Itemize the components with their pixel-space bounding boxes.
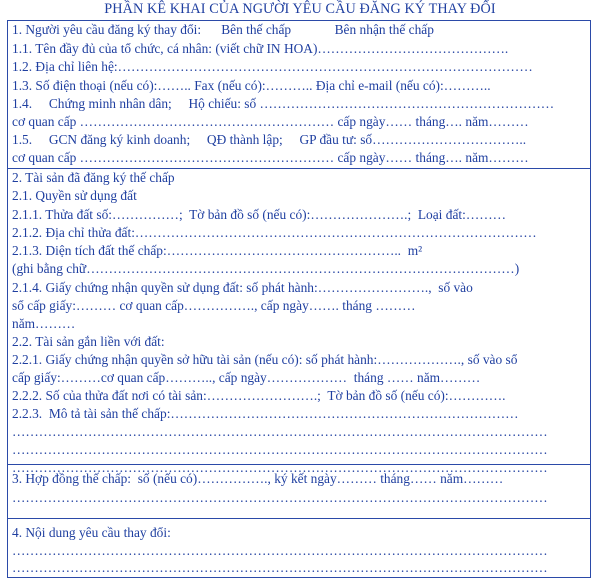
ownership-certificate-field: 2.2.1. Giấy chứng nhận quyền sở hữu tài sản (nếu có): số phát hành:………………., số vào sổ (12, 352, 518, 367)
license-issuer-date-field: cơ quan cấp ………………………………………………… cấp ngày…… tháng…. năm……… (12, 150, 529, 165)
business-license-field: 1.5. GCN đăng ký kinh doanh; QĐ thành lập; GP đầu tư: số…………………………….. (12, 132, 527, 147)
asset-description-field: 2.2.3. Mô tả tài sản thế chấp:…………………………………………………………………… (12, 406, 519, 421)
asset-parcel-number-field: 2.2.2. Số của thửa đất nơi có tài sản:…………………….; Tờ bản đồ số (nếu có):…………. (12, 388, 506, 403)
change-request-line: ………………………………………………………………………………………………………… (12, 560, 548, 575)
land-certificate-issuer-field: sổ cấp giấy:……… cơ quan cấp……………., cấp ngày……. tháng ……… (12, 298, 416, 313)
land-certificate-field: 2.1.4. Giấy chứng nhận quyền sử dụng đất: số phát hành:……………………., số vào (12, 280, 473, 295)
mortgage-contract-line: ………………………………………………………………………………………………………… (12, 490, 548, 505)
mortgaged-assets-heading: 2. Tài sản đã đăng ký thế chấp (12, 170, 175, 185)
area-in-words-field: (ghi bằng chữ……………………………………………………………………………………) (12, 261, 520, 276)
asset-description-line: ………………………………………………………………………………………………………… (12, 424, 548, 439)
full-name-field: 1.1. Tên đầy đủ của tổ chức, cá nhân: (viết chữ IN HOA)……………………………………. (12, 41, 509, 56)
land-certificate-year-field: năm……… (12, 316, 76, 331)
ownership-certificate-issuer-field: cấp giấy:………cơ quan cấp……….., cấp ngày……………… tháng …… năm……… (12, 370, 481, 385)
form-title: PHẦN KÊ KHAI CỦA NGƯỜI YÊU CẦU ĐĂNG KÝ THAY ĐỔI (104, 1, 496, 17)
land-use-right-heading: 2.1. Quyền sử dụng đất (12, 188, 137, 203)
change-request-line: ………………………………………………………………………………………………………… (12, 543, 548, 558)
section-divider (8, 464, 590, 465)
asset-description-line: ………………………………………………………………………………………………………… (12, 442, 548, 457)
attached-assets-heading: 2.2. Tài sản gắn liền với đất: (12, 334, 165, 349)
section-divider (8, 518, 590, 519)
asset-description-line: ………………………………………………………………………………………………………… (12, 460, 548, 475)
parcel-address-field: 2.1.2. Địa chỉ thửa đất:……………………………………………………………………………… (12, 225, 537, 240)
id-issuer-date-field: cơ quan cấp ………………………………………………… cấp ngày…… tháng…. năm……… (12, 114, 529, 129)
parcel-number-field: 2.1.1. Thửa đất số:……………; Tờ bản đồ số (nếu có):………………….; Loại đất:……… (12, 207, 506, 222)
id-passport-field: 1.4. Chứng minh nhân dân; Hộ chiếu: số ………………………………………………………… (12, 96, 555, 111)
phone-fax-email-field: 1.3. Số điện thoại (nếu có):…….. Fax (nếu có):……….. Địa chỉ e-mail (nếu có):……….. (12, 78, 491, 93)
mortgaged-area-field: 2.1.3. Diện tích đất thế chấp:…………………………………………….. m² (12, 243, 423, 258)
mortgage-contract-field: 3. Hợp đồng thế chấp: số (nếu có)……………., ký kết ngày……… tháng…… năm……… (12, 471, 504, 486)
change-request-heading: 4. Nội dung yêu cầu thay đổi: (12, 525, 171, 540)
form-frame (7, 20, 591, 578)
requester-line: 1. Người yêu cầu đăng ký thay đổi: Bên thế chấp Bên nhận thế chấp (12, 22, 434, 37)
section-divider (8, 168, 590, 169)
contact-address-field: 1.2. Địa chỉ liên hệ:………………………………………………………………………………… (12, 59, 533, 74)
